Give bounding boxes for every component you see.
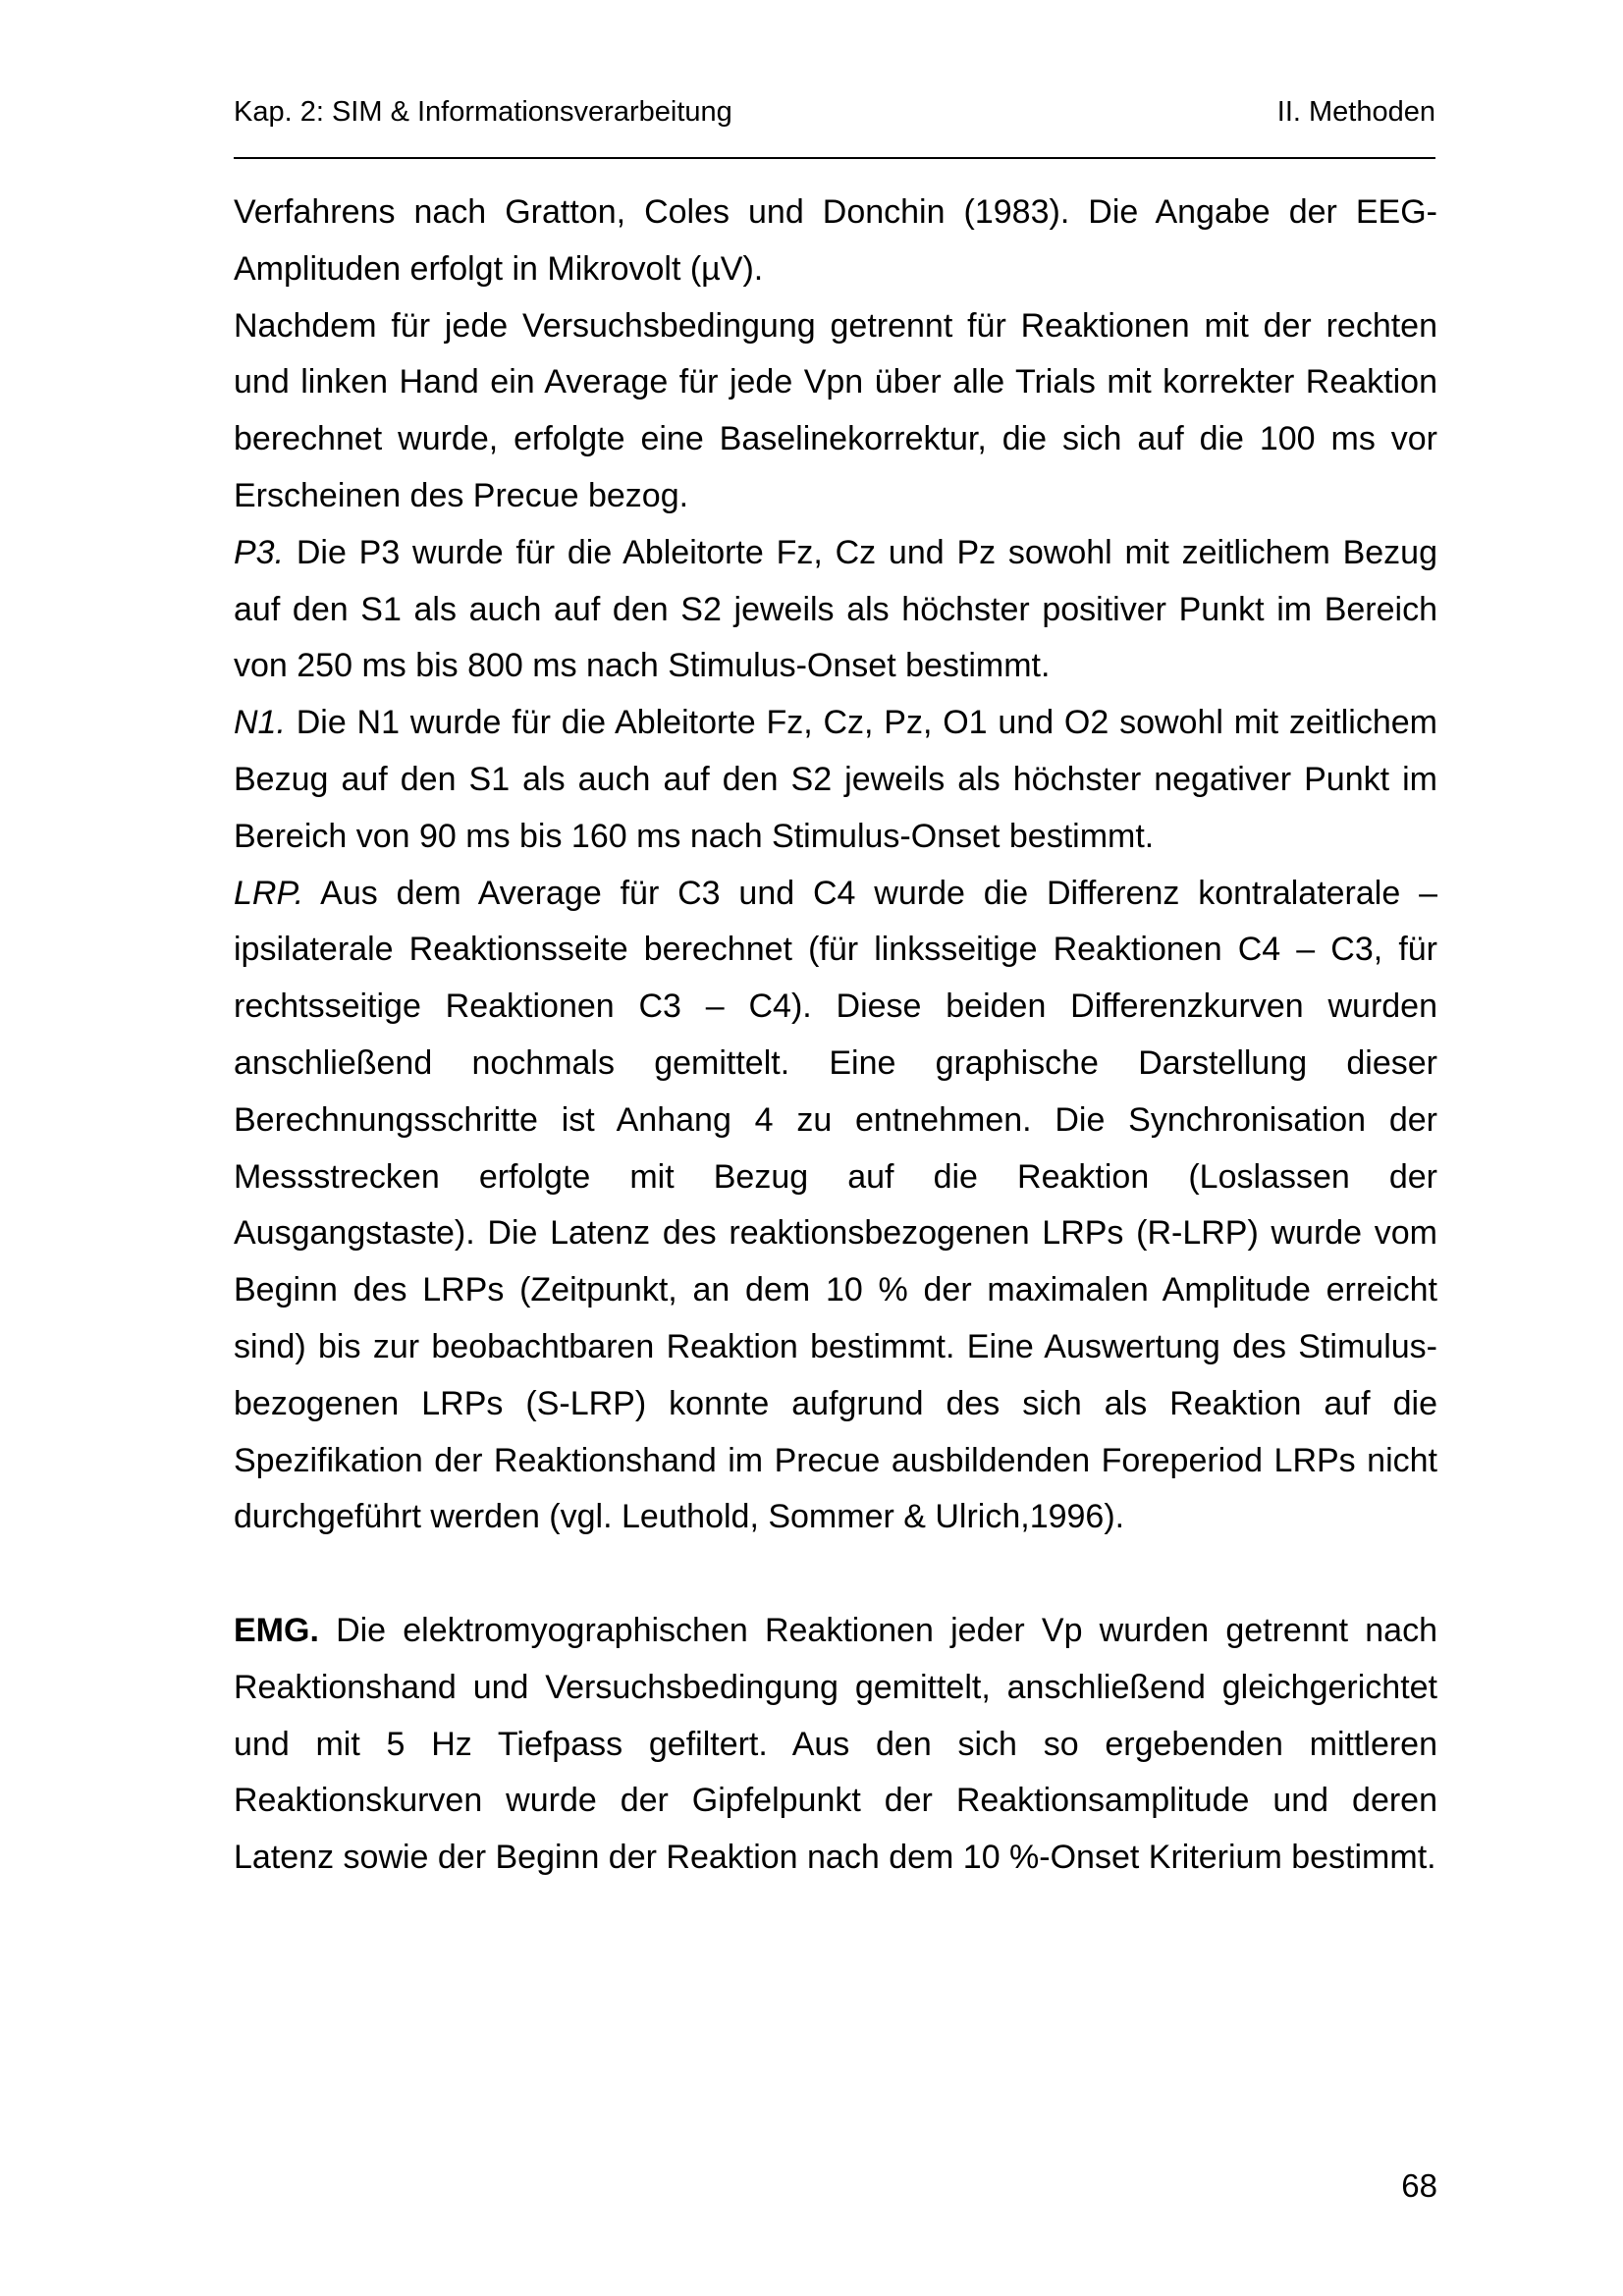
paragraph-lrp: [234, 866, 1437, 1547]
paragraph-eeg-amplitude: [234, 185, 1437, 298]
paragraph-emg: [234, 1603, 1437, 1887]
page-body: [234, 185, 1437, 1887]
header-chapter-title: Kap. 2: SIM & Informationsverarbeitung: [234, 96, 732, 128]
paragraph-p3: [234, 525, 1437, 695]
paragraph-baseline: [234, 298, 1437, 525]
header-divider: [234, 157, 1435, 159]
paragraph-lead-n1: N1.: [234, 704, 286, 742]
paragraph-lead-p3: P3.: [234, 533, 285, 571]
paragraph-text: Die P3 wurde für die Ableitorte Fz, Cz und Pz sowohl mit zeitlichem Bezug auf den S1 als auch auf den S2 jeweils als höchster positiver Punkt im Bereich von 250 ms bis 800 ms nach Stimulus-Onset bestimmt.: [234, 533, 1437, 685]
paragraph-spacer: [234, 1546, 1437, 1603]
paragraph-text: Verfahrens nach Gratton, Coles und Donchin (1983). Die Angabe der EEG-Amplituden erfolgt in Mikrovolt (µV).: [234, 193, 1437, 288]
paragraph-text: Die elektromyographischen Reaktionen jeder Vp wurden getrennt nach Reaktionshand und Versuchsbedingung gemittelt, anschließend gleichgerichtet und mit 5 Hz Tiefpass gefiltert. Aus den sich so ergebenden mittleren Reaktionskurven wurde der Gipfelpunkt der Reaktionsamplitude und deren Latenz sowie der Beginn der Reaktion nach dem 10 %-Onset Kriterium bestimmt.: [234, 1611, 1437, 1877]
page-number: 68: [1401, 2167, 1437, 2204]
page-header: [234, 96, 1435, 135]
paragraph-n1: [234, 695, 1437, 865]
paragraph-lead-emg: EMG.: [234, 1611, 319, 1649]
paragraph-text: Die N1 wurde für die Ableitorte Fz, Cz, Pz, O1 und O2 sowohl mit zeitlichem Bezug auf den S1 als auch auf den S2 jeweils als höchster negativer Punkt im Bereich von 90 ms bis 160 ms nach Stimulus-Onset bestimmt.: [234, 704, 1437, 855]
header-section-title: II. Methoden: [1276, 96, 1435, 128]
paragraph-lead-lrp: LRP.: [234, 874, 304, 912]
paragraph-text: Aus dem Average für C3 und C4 wurde die Differenz kontralaterale – ipsilaterale Reaktionsseite berechnet (für linksseitige Reaktionen C4 – C3, für rechtsseitige Reaktionen C3 – C4). Diese beiden Differenzkurven wurden anschließend nochmals gemittelt. Eine graphische Darstellung dieser Berechnungsschritte ist Anhang 4 zu entnehmen. Die Synchronisation der Messstrecken erfolgte mit Bezug auf die Reaktion (Loslassen der Ausgangstaste). Die Latenz des reaktionsbezogenen LRPs (R-LRP) wurde vom Beginn des LRPs (Zeitpunkt, an dem 10 % der maximalen Amplitude erreicht sind) bis zur beobachtbaren Reaktion bestimmt. Eine Auswertung des Stimulus-bezogenen LRPs (S-LRP) konnte aufgrund des sich als Reaktion auf die Spezifikation der Reaktionshand im Precue ausbildenden Foreperiod LRPs nicht durchgeführt werden (vgl. Leuthold, Sommer & Ulrich,1996).: [234, 874, 1437, 1536]
paragraph-text: Nachdem für jede Versuchsbedingung getrennt für Reaktionen mit der rechten und linken Hand ein Average für jede Vpn über alle Trials mit korrekter Reaktion berechnet wurde, erfolgte eine Baselinekorrektur, die sich auf die 100 ms vor Erscheinen des Precue bezog.: [234, 306, 1437, 514]
